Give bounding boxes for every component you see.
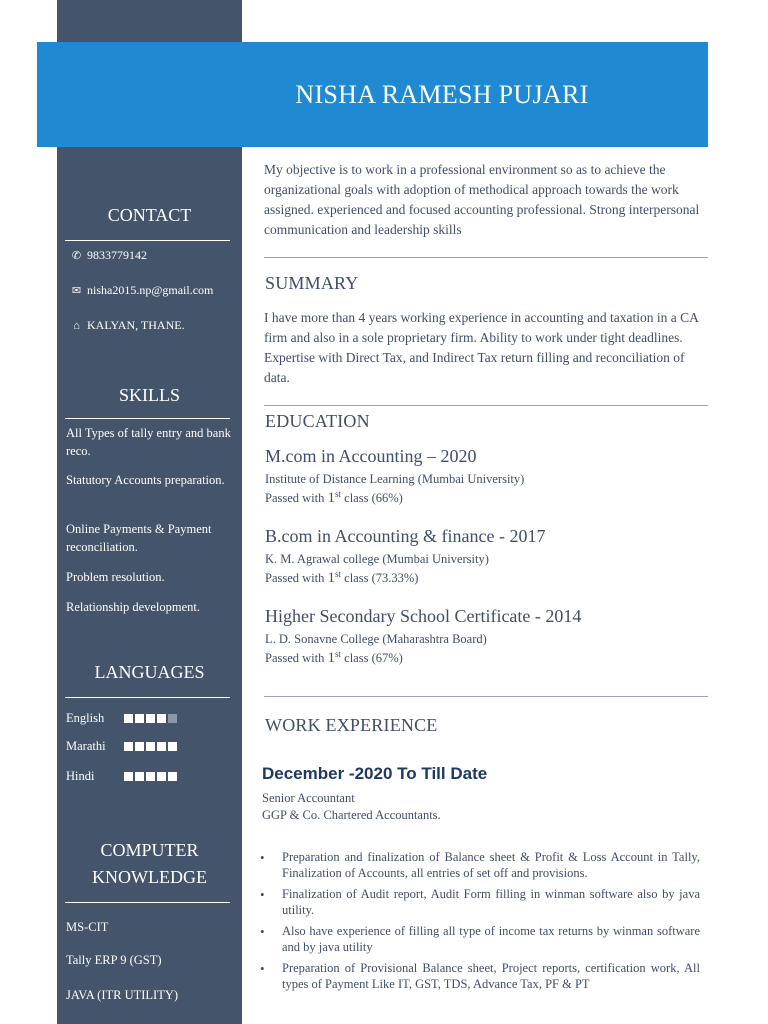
education-institute: L. D. Sonavne College (Maharashtra Board) xyxy=(265,632,487,646)
contact-address xyxy=(70,318,185,333)
level-square xyxy=(146,714,155,723)
summary-text: I have more than 4 years working experience in accounting and taxation in a CA firm and also in a sole proprietary firm. Ability to work under tight deadlines. Expertise with Direct Tax, and Indirect Tax return filling and reconciliation of data. xyxy=(264,310,699,385)
language-name: English xyxy=(66,711,105,725)
phone-icon: ✆ xyxy=(71,250,82,262)
computer-heading-line2: KNOWLEDGE xyxy=(92,867,207,887)
level-square xyxy=(168,714,177,723)
language-row xyxy=(66,739,177,754)
education-institute: K. M. Agrawal college (Mumbai University) xyxy=(265,552,489,566)
languages-divider xyxy=(65,697,230,698)
education-result: Passed with 1st class (73.33%) xyxy=(265,569,419,587)
level-square xyxy=(135,742,144,751)
level-square xyxy=(168,772,177,781)
level-square xyxy=(135,772,144,781)
section-divider xyxy=(264,257,708,258)
work-heading: WORK EXPERIENCE xyxy=(265,715,438,735)
level-square xyxy=(168,742,177,751)
responsibility-item: • Preparation of Provisional Balance sheet, Project reports, certification work, All types of Payment Like IT, GST, TDS, Advance Tax, PF & PT xyxy=(258,961,700,992)
contact-email xyxy=(70,283,213,298)
level-square xyxy=(157,772,166,781)
section-divider xyxy=(264,696,708,697)
language-name: Hindi xyxy=(66,769,95,783)
computer-item: MS-CIT xyxy=(66,920,109,934)
language-level xyxy=(124,772,177,781)
skills-divider xyxy=(65,418,230,419)
section-divider xyxy=(264,405,708,406)
home-icon: ⌂ xyxy=(73,319,80,332)
language-name: Marathi xyxy=(66,739,106,753)
objective-text: My objective is to work in a professional environment so as to achieve the organizational goals with adoption of methodical approach towards the work assigned. experienced and focused accounting professional. Strong interpersonal communication and leadership skills xyxy=(264,162,700,237)
level-square xyxy=(124,742,133,751)
education-title: M.com in Accounting – 2020 xyxy=(265,446,477,466)
skills-heading: SKILLS xyxy=(118,385,180,405)
responsibility-item: • Also have experience of filling all type of income tax returns by winman software and by java utility xyxy=(258,924,700,955)
responsibility-item: • Finalization of Audit report, Audit Form filling in winman software also by java utility. xyxy=(258,887,700,918)
education-heading: EDUCATION xyxy=(265,411,370,431)
language-row xyxy=(66,711,177,726)
job-company: GGP & Co. Chartered Accountants. xyxy=(262,808,441,822)
education-title: B.com in Accounting & finance - 2017 xyxy=(265,526,546,546)
job-date: December -2020 To Till Date xyxy=(262,764,488,783)
skill-item: Problem resolution. xyxy=(66,570,165,584)
languages-heading: LANGUAGES xyxy=(94,662,205,682)
computer-item: JAVA (ITR UTILITY) xyxy=(66,988,179,1002)
level-square xyxy=(124,714,133,723)
email-address: nisha2015.np@gmail.com xyxy=(87,283,214,297)
skill-item: All Types of tally entry and bank reco. xyxy=(66,426,231,458)
address-text: KALYAN, THANE. xyxy=(87,318,185,332)
computer-divider xyxy=(65,902,230,903)
phone-number: 9833779142 xyxy=(87,248,147,262)
skill-item: Relationship development. xyxy=(66,600,201,614)
summary-heading: SUMMARY xyxy=(265,273,359,293)
education-title: Higher Secondary School Certificate - 2014 xyxy=(265,606,582,626)
responsibility-item: • Preparation and finalization of Balance sheet & Profit & Loss Account in Tally, Finalization of Accounts, all entries of set off and provisions. xyxy=(258,850,700,881)
skill-item: Statutory Accounts preparation. xyxy=(66,473,225,487)
contact-heading: CONTACT xyxy=(107,205,192,225)
candidate-name: NISHA RAMESH PUJARI xyxy=(295,80,589,109)
language-level xyxy=(124,714,177,723)
education-institute: Institute of Distance Learning (Mumbai University) xyxy=(265,472,525,486)
education-result: Passed with 1st class (66%) xyxy=(265,489,403,507)
job-responsibilities xyxy=(258,850,700,998)
education-result: Passed with 1st class (67%) xyxy=(265,649,403,667)
level-square xyxy=(157,742,166,751)
contact-phone xyxy=(70,248,147,263)
level-square xyxy=(146,772,155,781)
contact-divider xyxy=(65,240,230,241)
skill-item: Online Payments & Payment reconciliation. xyxy=(66,522,212,554)
level-square xyxy=(135,714,144,723)
computer-heading-line1: COMPUTER xyxy=(100,840,199,860)
level-square xyxy=(124,772,133,781)
computer-item: Tally ERP 9 (GST) xyxy=(66,953,162,967)
language-row xyxy=(66,769,177,784)
level-square xyxy=(157,714,166,723)
envelope-icon: ✉ xyxy=(71,285,82,297)
language-level xyxy=(124,742,177,751)
level-square xyxy=(146,742,155,751)
job-role: Senior Accountant xyxy=(262,791,355,805)
